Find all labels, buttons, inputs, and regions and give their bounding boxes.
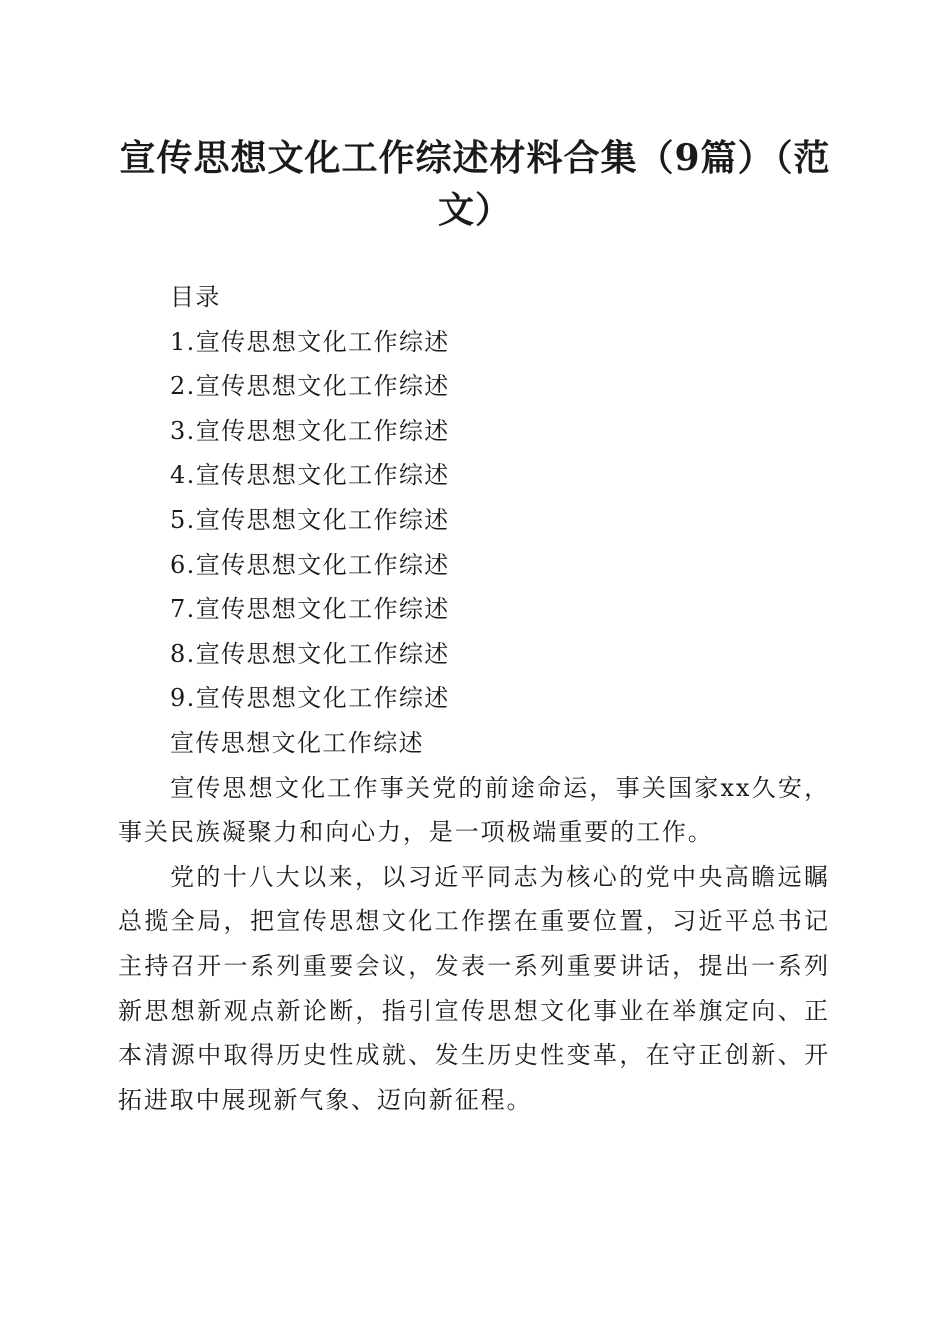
document-body [118, 275, 830, 1122]
document-title: 宣传思想文化工作综述材料合集（9篇）（范文） [119, 137, 831, 231]
toc-item: 4.宣传思想文化工作综述 [170, 461, 450, 490]
toc-item: 3.宣传思想文化工作综述 [170, 416, 450, 445]
body-paragraph: 宣传思想文化工作事关党的前途命运，事关国家xx久安，事关民族凝聚力和向心力，是一项极端重要的工作。 [118, 773, 830, 847]
toc-item: 5.宣传思想文化工作综述 [170, 505, 450, 534]
body-paragraph: 党的十八大以来，以习近平同志为核心的党中央高瞻远瞩总揽全局，把宣传思想文化工作摆在重要位置，习近平总书记主持召开一系列重要会议，发表一系列重要讲话，提出一系列新思想新观点新论断，指引宣传思想文化事业在举旗定向、正本清源中取得历史性成就、发生历史性变革，在守正创新、开拓进取中展现新气象、迈向新征程。 [118, 862, 830, 1114]
toc-item: 6.宣传思想文化工作综述 [170, 550, 450, 579]
toc-item: 2.宣传思想文化工作综述 [170, 372, 450, 401]
toc-item: 8.宣传思想文化工作综述 [170, 639, 450, 668]
section-heading: 宣传思想文化工作综述 [170, 728, 424, 757]
toc-item: 9.宣传思想文化工作综述 [170, 684, 450, 713]
toc-item: 1.宣传思想文化工作综述 [170, 327, 450, 356]
toc-item: 7.宣传思想文化工作综述 [170, 595, 450, 624]
toc-heading: 目录 [170, 283, 221, 311]
